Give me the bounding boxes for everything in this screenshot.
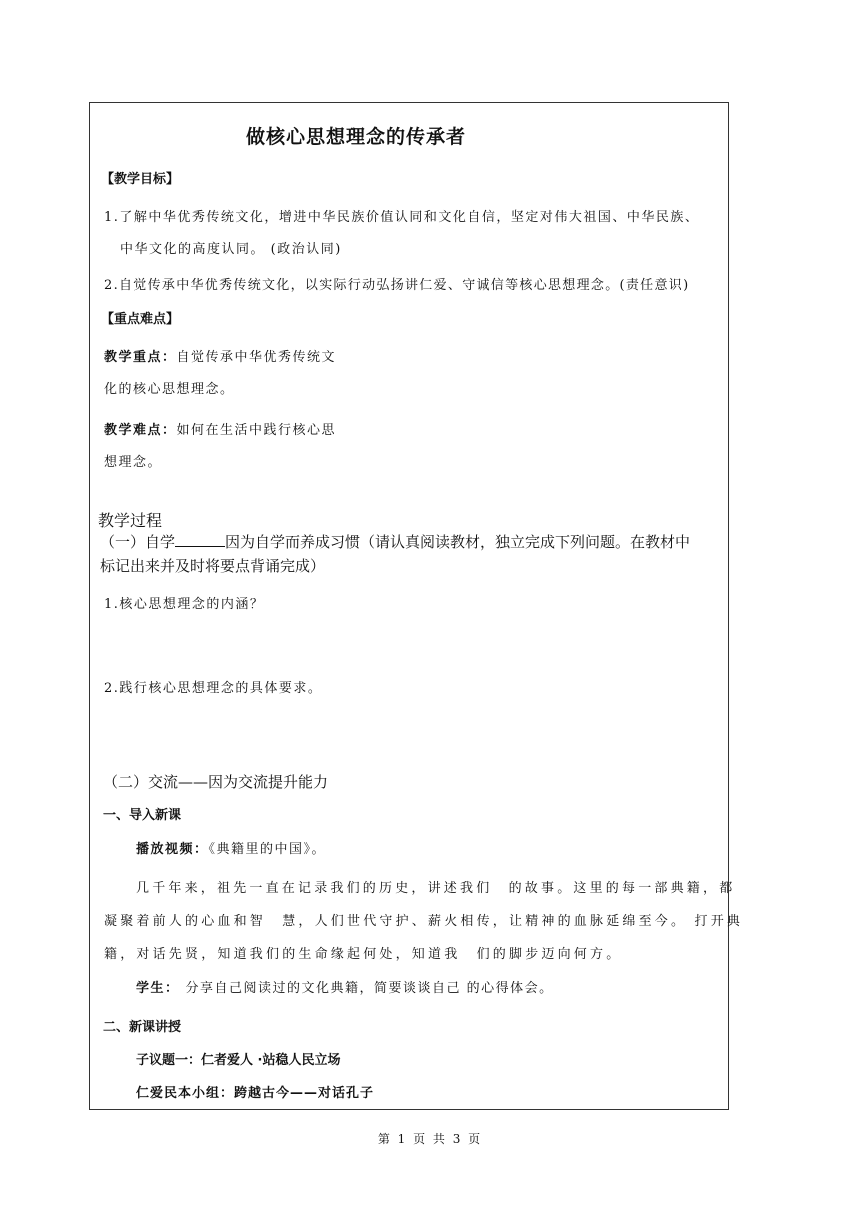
new-lesson-heading: 二、新课讲授 bbox=[103, 1020, 182, 1035]
page-footer: 第 1 页 共 3 页 bbox=[377, 1132, 483, 1146]
video-label: 播放视频： bbox=[136, 842, 209, 857]
difficulty-line-2: 想理念。 bbox=[104, 455, 163, 470]
difficulty-text: 如何在生活中践行核心思 bbox=[176, 423, 337, 438]
difficulty-label: 教学难点： bbox=[104, 423, 177, 438]
goals-heading: 【教学目标】 bbox=[101, 172, 180, 187]
self-study-suffix: 因为自学而养成习惯（请认真阅读教材，独立完成下列问题。在教材中 bbox=[225, 533, 691, 551]
key-points-heading: 【重点难点】 bbox=[101, 312, 180, 327]
goal-item-2: 2.自觉传承中华优秀传统文化，以实际行动弘扬讲仁爱、守诚信等核心思想理念。(责任意识) bbox=[104, 278, 690, 293]
focus-text: 自觉传承中华优秀传统文 bbox=[176, 350, 337, 365]
video-title: 《典籍里的中国》。 bbox=[208, 842, 327, 857]
process-heading: 教学过程 bbox=[98, 511, 163, 530]
focus-label: 教学重点： bbox=[104, 350, 177, 365]
paragraph-line-1: 几千年来，祖先一直在记录我们的历史，讲述我们 的故事。这里的每一部典籍，都 bbox=[136, 881, 736, 896]
focus-line-2: 化的核心思想理念。 bbox=[104, 382, 235, 397]
student-text: 分享自己阅读过的文化典籍，简要谈谈自己 的心得体会。 bbox=[185, 981, 554, 996]
document-title: 做核心思想理念的传承者 bbox=[246, 126, 467, 148]
self-study-line-1 bbox=[100, 531, 690, 552]
sub-topic-1: 子议题一：仁者爱人 ·站稳人民立场 bbox=[136, 1053, 341, 1068]
question-2: 2.践行核心思想理念的具体要求。 bbox=[104, 681, 323, 696]
self-study-prefix: （一）自学 bbox=[100, 533, 176, 551]
fill-in-blank bbox=[175, 533, 225, 547]
exchange-heading: （二）交流——因为交流提升能力 bbox=[103, 773, 329, 791]
difficulty-line-1 bbox=[104, 419, 336, 438]
goal-item-1-line-1: 1.了解中华优秀传统文化，增进中华民族价值认同和文化自信，坚定对伟大祖国、中华民族、 bbox=[104, 210, 700, 225]
question-1: 1.核心思想理念的内涵？ bbox=[104, 597, 265, 612]
paragraph-line-3: 籍，对话先贤，知道我们的生命缘起何处，知道我 们的脚步迈向何方。 bbox=[104, 947, 623, 962]
intro-heading: 一、导入新课 bbox=[103, 808, 182, 823]
student-line bbox=[136, 977, 554, 996]
paragraph-line-2: 凝聚着前人的心血和智 慧，人们世代守护、薪火相传，让精神的血脉延绵至今。 打开典 bbox=[104, 914, 744, 929]
focus-line-1 bbox=[104, 346, 336, 365]
self-study-line-2: 标记出来并及时将要点背诵完成） bbox=[100, 557, 326, 575]
video-line bbox=[136, 838, 326, 857]
goal-item-1-line-2: 中华文化的高度认同。 (政治认同) bbox=[120, 242, 342, 257]
student-label: 学生： bbox=[136, 981, 180, 996]
group-title: 仁爱民本小组：跨越古今——对话孔子 bbox=[136, 1086, 375, 1101]
